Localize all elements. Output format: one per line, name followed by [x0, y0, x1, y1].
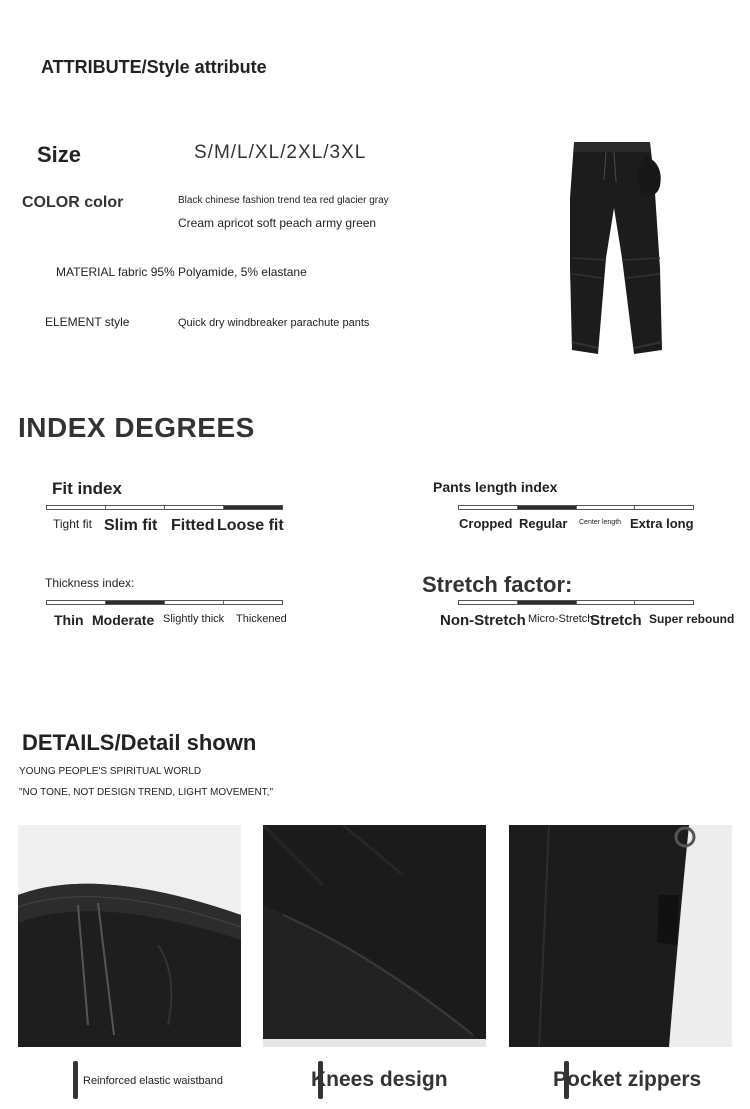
color-label: COLOR color: [22, 194, 124, 211]
length-index-bar: [458, 505, 694, 510]
length-option: Extra long: [630, 516, 694, 531]
attribute-heading: ATTRIBUTE/Style attribute: [41, 57, 267, 77]
color-line-2: Cream apricot soft peach army green: [178, 216, 377, 230]
fit-option: Loose fit: [217, 517, 284, 534]
fit-index-title: Fit index: [52, 479, 122, 498]
element-value: Quick dry windbreaker parachute pants: [178, 317, 370, 329]
fit-option: Slim fit: [104, 517, 158, 534]
stretch-option: Super rebound: [649, 612, 735, 626]
length-option: Regular: [519, 516, 568, 531]
stretch-seg-3: [577, 601, 636, 604]
length-seg-1: [459, 506, 518, 509]
details-heading: DETAILS/Detail shown: [22, 730, 257, 755]
caption-knees: Knees design: [311, 1068, 448, 1091]
length-option: Cropped: [459, 516, 513, 531]
stretch-option: Non-Stretch: [440, 612, 526, 629]
stretch-factor-bar: [458, 600, 694, 605]
details-subtitle-2: "NO TONE, NOT DESIGN TREND, LIGHT MOVEMENT,": [19, 787, 273, 798]
fit-seg-1: [47, 506, 106, 509]
material-line: MATERIAL fabric 95% Polyamide, 5% elastane: [56, 265, 307, 279]
fit-option: Tight fit: [53, 517, 92, 531]
detail-photo-knees: [263, 825, 486, 1047]
fit-seg-4-selected: [224, 506, 282, 509]
length-seg-3: [577, 506, 636, 509]
index-heading: INDEX DEGREES: [18, 412, 255, 443]
stretch-option: Micro-Stretch: [528, 613, 594, 625]
thickness-seg-4: [224, 601, 282, 604]
caption-marker: [73, 1061, 78, 1099]
size-label: Size: [37, 142, 82, 167]
thickness-index-title: Thickness index:: [45, 576, 135, 590]
length-index-title: Pants length index: [433, 479, 558, 495]
stretch-seg-1: [459, 601, 518, 604]
thickness-seg-3: [165, 601, 224, 604]
fit-seg-2: [106, 506, 165, 509]
thickness-seg-1: [47, 601, 106, 604]
thickness-index-bar: [46, 600, 283, 605]
stretch-seg-2-selected: [518, 601, 577, 604]
fit-seg-3: [165, 506, 224, 509]
fit-index-bar: [46, 505, 283, 510]
length-seg-2-selected: [518, 506, 577, 509]
caption-pocket: Pocket zippers: [553, 1068, 702, 1091]
stretch-option: Stretch: [590, 612, 642, 629]
length-seg-4: [635, 506, 693, 509]
thickness-seg-2-selected: [106, 601, 165, 604]
size-value: S/M/L/XL/2XL/3XL: [194, 142, 367, 163]
details-subtitle-1: YOUNG PEOPLE'S SPIRITUAL WORLD: [19, 766, 202, 777]
fit-option: Fitted: [171, 517, 215, 534]
length-option: Center length: [579, 519, 622, 526]
caption-waistband: Reinforced elastic waistband: [83, 1075, 224, 1087]
product-image: [560, 138, 668, 360]
detail-photo-waistband: [18, 825, 241, 1047]
element-label: ELEMENT style: [45, 315, 130, 329]
detail-photo-pocket: [509, 825, 732, 1047]
thickness-option: Thin: [54, 612, 84, 628]
color-line-1: Black chinese fashion trend tea red glacier gray: [178, 195, 389, 206]
thickness-option: Slightly thick: [163, 613, 225, 625]
stretch-seg-4: [635, 601, 693, 604]
thickness-option: Moderate: [92, 612, 155, 628]
thickness-option: Thickened: [236, 613, 287, 625]
stretch-factor-title: Stretch factor:: [422, 572, 573, 597]
